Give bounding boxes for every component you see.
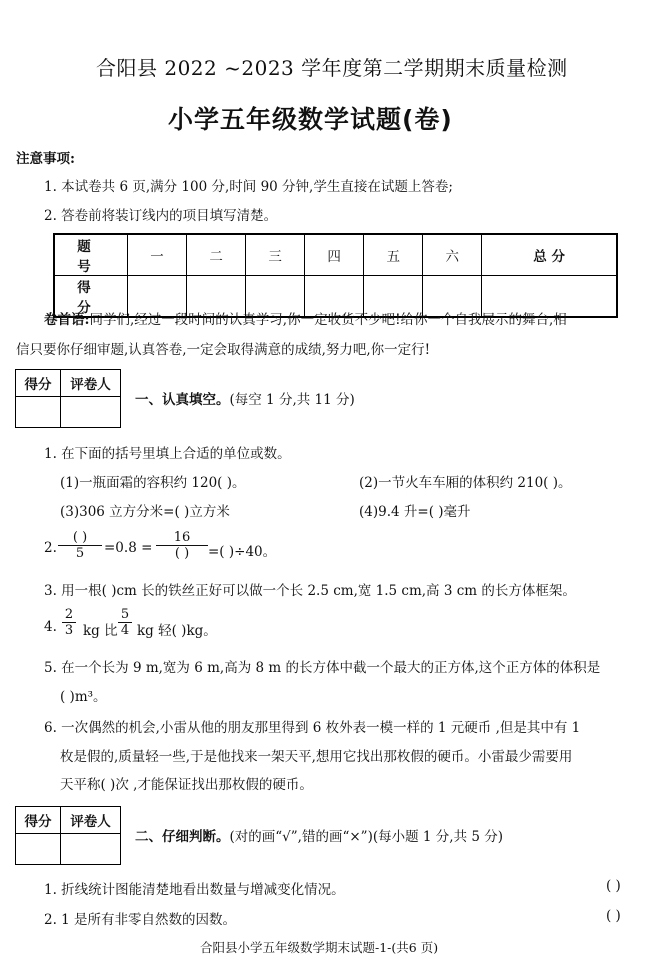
question-cont: 天平称( )次 ,才能保证找出那枚假的硬币。 — [60, 777, 313, 793]
notice-item: 1. 本试卷共 6 页,满分 100 分,时间 90 分钟,学生直接在试题上答卷; — [44, 179, 453, 195]
question-text: =( )÷40。 — [208, 544, 277, 560]
fraction — [58, 530, 102, 561]
score-table-header: 题 号 — [54, 234, 128, 276]
grader-name-cell[interactable] — [61, 397, 121, 428]
section1-note: (每空 1 分,共 11 分) — [229, 392, 355, 408]
question: 2. 1 是所有非零自然数的因数。 — [44, 912, 237, 928]
question-cont: 枚是假的,质量轻一些,于是他找来一架天平,想用它找出那枚假的硬币。小雷最少需要用 — [60, 749, 573, 765]
score-table-header: 一 — [128, 234, 187, 276]
score-table-header: 三 — [246, 234, 305, 276]
fraction — [62, 607, 76, 638]
question-part: (3)306 立方分米=( )立方米 — [60, 504, 230, 520]
fraction-denominator: 5 — [58, 545, 102, 561]
preface-line: 信只要你仔细审题,认真答卷,一定会取得满意的成绩,努力吧,你一定行! — [16, 342, 431, 358]
score-table-header: 二 — [187, 234, 246, 276]
question-part: (2)一节火车车厢的体积约 210( )。 — [359, 475, 572, 491]
answer-paren[interactable]: ( ) — [606, 878, 621, 894]
question-text: kg 比 — [83, 623, 118, 639]
fraction-numerator: 5 — [120, 607, 130, 622]
grader-score-cell[interactable] — [16, 397, 61, 428]
question-cont: ( )m³。 — [60, 689, 107, 705]
score-table — [53, 233, 618, 318]
score-table-header: 五 — [364, 234, 423, 276]
question: 5. 在一个长为 9 m,宽为 6 m,高为 8 m 的长方体中截一个最大的正方体,这个正方体的体积是 — [44, 660, 601, 676]
question-part: (4)9.4 升=( )毫升 — [359, 504, 471, 520]
answer-paren[interactable]: ( ) — [606, 908, 621, 924]
grader-name-cell[interactable] — [61, 834, 121, 865]
grader-name-label: 评卷人 — [61, 807, 121, 834]
question: 1. 折线统计图能清楚地看出数量与增减变化情况。 — [44, 882, 345, 898]
grader-name-label: 评卷人 — [61, 370, 121, 397]
question: 1. 在下面的括号里填上合适的单位或数。 — [44, 446, 291, 462]
exam-header-title: 合阳县 2022 ~2023 学年度第二学期期末质量检测 — [96, 56, 568, 80]
score-row-label: 得 分 — [54, 276, 128, 318]
page-footer: 合阳县小学五年级数学期末试题-1-(共6 页) — [200, 940, 439, 955]
grader-box — [15, 369, 121, 428]
preface-line — [44, 308, 567, 328]
section2-heading — [135, 825, 503, 845]
score-table-header: 六 — [423, 234, 482, 276]
preface-label: 卷首语: — [44, 312, 90, 328]
fraction-denominator: 3 — [62, 622, 76, 638]
question-number: 2. — [44, 540, 57, 556]
section1-title: 一、认真填空。 — [135, 392, 230, 408]
grader-score-label: 得分 — [16, 807, 61, 834]
notice-heading: 注意事项: — [16, 151, 75, 167]
score-table-header: 总 分 — [482, 234, 617, 276]
notice-item: 2. 答卷前将装订线内的项目填写清楚。 — [44, 208, 278, 224]
exam-subtitle: 小学五年级数学试题(卷) — [168, 105, 453, 134]
grader-score-label: 得分 — [16, 370, 61, 397]
section2-title: 二、仔细判断。 — [135, 829, 230, 845]
score-table-header: 四 — [305, 234, 364, 276]
question-text: kg 轻( )kg。 — [137, 623, 217, 639]
fraction-denominator: 4 — [118, 622, 132, 638]
question: 6. 一次偶然的机会,小雷从他的朋友那里得到 6 枚外表一模一样的 1 元硬币 ,但是其中有 1 — [44, 720, 581, 736]
section1-heading — [135, 388, 355, 408]
fraction-numerator: 2 — [64, 607, 74, 622]
grader-score-cell[interactable] — [16, 834, 61, 865]
question-part: (1)一瓶面霜的容积约 120( )。 — [60, 475, 246, 491]
fraction-denominator: ( ) — [156, 545, 208, 561]
grader-box — [15, 806, 121, 865]
section2-note: (对的画“√”,错的画“×”)(每小题 1 分,共 5 分) — [229, 829, 504, 845]
fraction — [156, 530, 208, 561]
question-text: =0.8 = — [104, 540, 153, 556]
fraction — [118, 607, 132, 638]
question: 3. 用一根( )cm 长的铁丝正好可以做一个长 2.5 cm,宽 1.5 cm,高 3 cm 的长方体框架。 — [44, 583, 576, 599]
fraction-numerator: 16 — [173, 530, 191, 545]
question-number: 4. — [44, 619, 57, 635]
fraction-numerator: ( ) — [72, 530, 88, 545]
preface-text: 同学们,经过一段时间的认真学习,你一定收货不少吧!给你一个自我展示的舞台,相 — [89, 312, 567, 328]
